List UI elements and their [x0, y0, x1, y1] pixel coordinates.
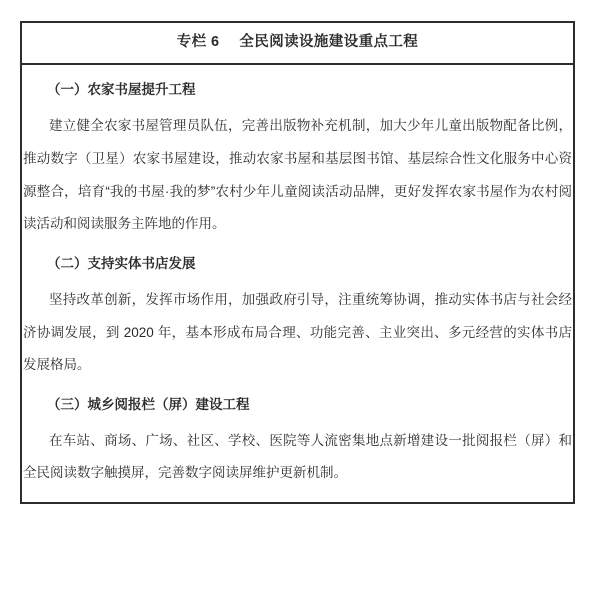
section-heading-one: （一）农家书屋提升工程	[47, 82, 196, 98]
section-paragraph-three: 在车站、商场、广场、社区、学校、医院等人流密集地点新增建设一批阅报栏（屏）和全民阅读数字触摸屏，完善数字阅读屏维护更新机制。	[23, 432, 572, 481]
callout-box-body	[22, 65, 573, 502]
title-label-prefix: 专栏	[176, 34, 207, 50]
title-number: 6	[211, 34, 220, 50]
callout-box-title	[22, 23, 573, 65]
section-paragraph-two: 坚持改革创新，发挥市场作用，加强政府引导，注重统筹协调，推动实体书店与社会经济协调发展，到 2020 年，基本形成布局合理、功能完善、主业突出、多元经营的实体书店发展格局。	[23, 291, 572, 373]
section-heading-two: （二）支持实体书店发展	[47, 255, 196, 271]
section-heading-three: （三）城乡阅报栏（屏）建设工程	[47, 396, 250, 412]
callout-box	[20, 21, 575, 504]
title-label-main: 全民阅读设施建设重点工程	[239, 34, 419, 50]
section-paragraph-one: 建立健全农家书屋管理员队伍，完善出版物补充机制，加大少年儿童出版物配备比例，推动数字（卫星）农家书屋建设，推动农家书屋和基层图书馆、基层综合性文化服务中心资源整合，培育“我的书屋·我的梦”农村少年儿童阅读活动品牌，更好发挥农家书屋作为农村阅读活动和阅读服务主阵地的作用。	[23, 118, 572, 232]
